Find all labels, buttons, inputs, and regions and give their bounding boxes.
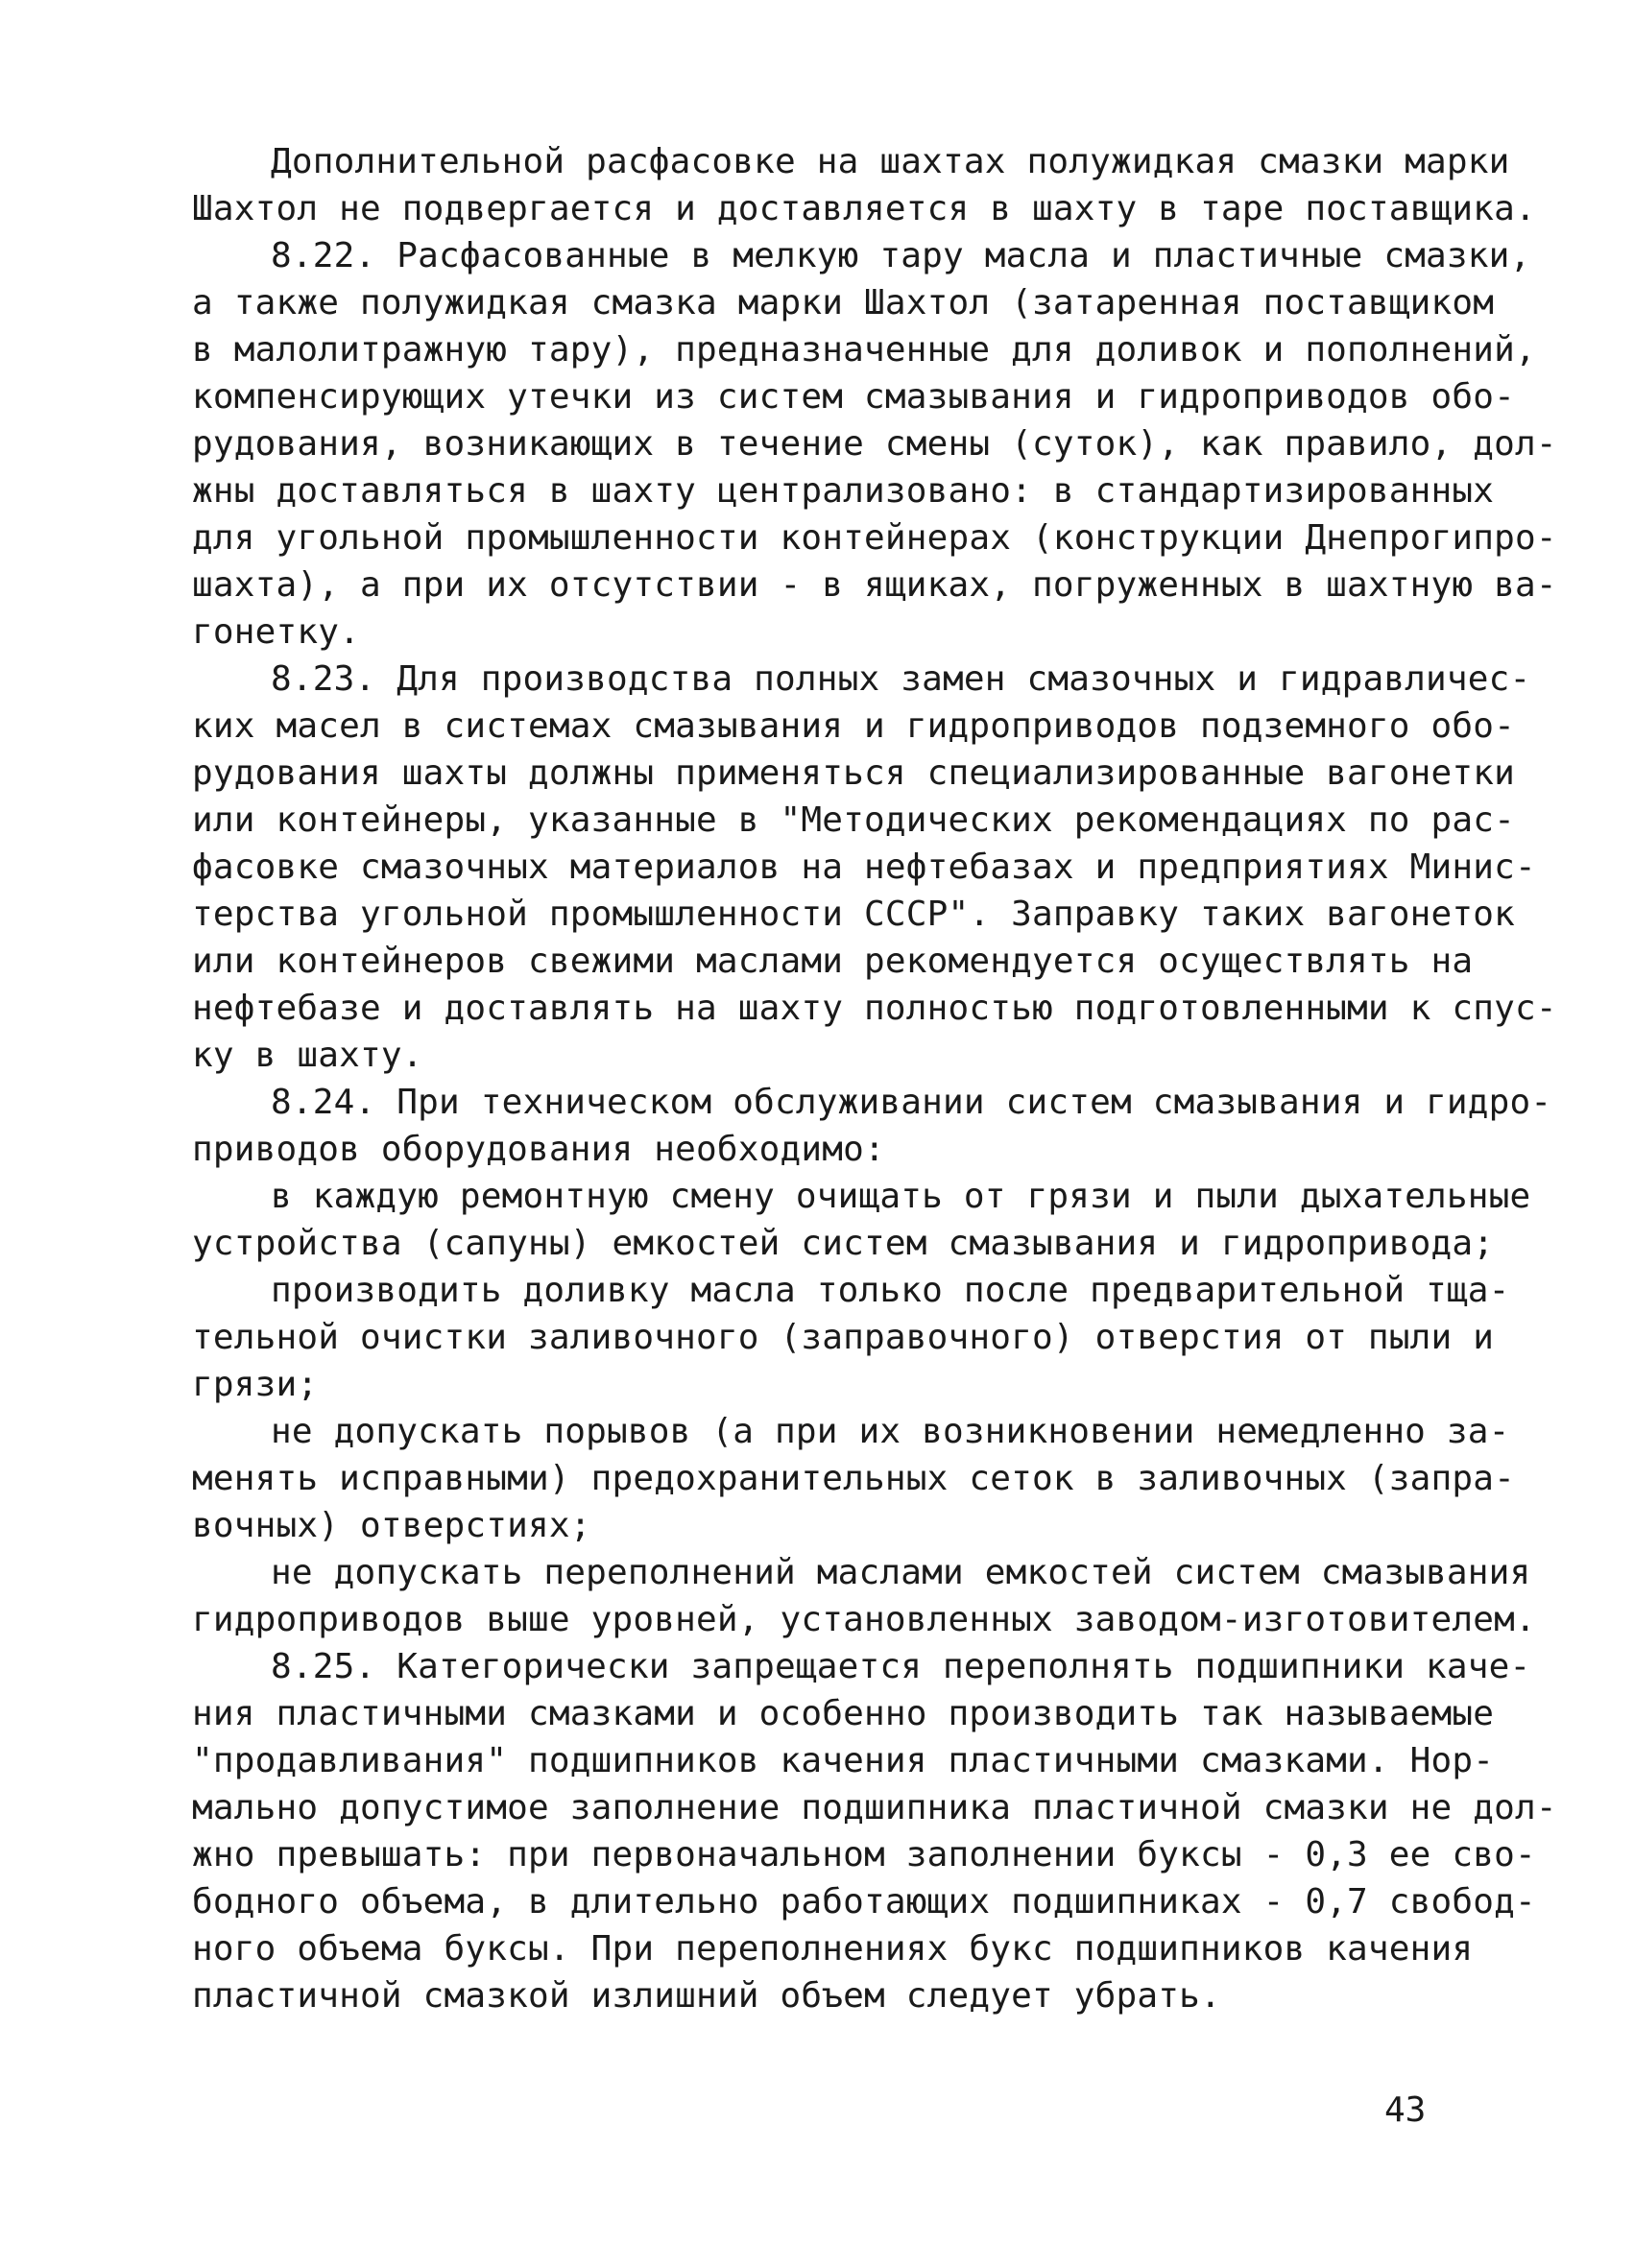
text-line: рудования шахты должны применяться специализированные вагонетки [192, 753, 1516, 793]
text-line: жно превышать: при первоначальном заполнении буксы - 0,3 ее сво- [192, 1835, 1536, 1874]
text-line: грязи; [192, 1365, 319, 1404]
text-line: ку в шахту. [192, 1036, 423, 1075]
text-line: для угольной промышленности контейнерах (конструкции Днепрогипро- [192, 518, 1557, 558]
text-line: мально допустимое заполнение подшипника пластичной смазки не дол- [192, 1788, 1557, 1827]
paragraph-8-25-start: 8.25. Категорически запрещается переполнять подшипники каче- [271, 1647, 1531, 1686]
list-item: не допускать переполнений маслами емкостей систем смазывания [271, 1553, 1531, 1592]
paragraph-8-23-start: 8.23. Для производства полных замен смазочных и гидравличес- [271, 659, 1531, 699]
text-line: в малолитражную тару), предназначенные для доливок и пополнений, [192, 330, 1536, 370]
text-line: тельной очистки заливочного (заправочного) отверстия от пыли и [192, 1318, 1495, 1357]
text-line: Дополнительной расфасовке на шахтах полужидкая смазки марки [271, 142, 1510, 181]
paragraph-8-24-start: 8.24. При техническом обслуживании систем смазывания и гидро- [271, 1083, 1552, 1122]
text-line: ких масел в системах смазывания и гидроприводов подземного обо- [192, 706, 1516, 746]
text-line: устройства (сапуны) емкостей систем смазывания и гидропривода; [192, 1224, 1495, 1263]
text-line: ния пластичными смазками и особенно производить так называемые [192, 1694, 1495, 1733]
text-line: или контейнеры, указанные в "Методических рекомендациях по рас- [192, 800, 1516, 840]
text-line: жны доставляться в шахту централизовано: в стандартизированных [192, 471, 1495, 511]
list-item: производить доливку масла только после предварительной тща- [271, 1271, 1510, 1310]
text-line: нефтебазе и доставлять на шахту полностью подготовленными к спус- [192, 989, 1557, 1028]
text-line: или контейнеров свежими маслами рекомендуется осуществлять на [192, 942, 1474, 981]
text-line: фасовке смазочных материалов на нефтебазах и предприятиях Минис- [192, 848, 1536, 887]
text-line: а также полужидкая смазка марки Шахтол (затаренная поставщиком [192, 283, 1495, 322]
page-number: 43 [1384, 2090, 1427, 2130]
text-line: "продавливания" подшипников качения пластичными смазками. Нор- [192, 1741, 1495, 1780]
text-line: вочных) отверстиях; [192, 1506, 591, 1545]
text-line: гидроприводов выше уровней, установленных заводом-изготовителем. [192, 1600, 1536, 1639]
text-line: шахта), а при их отсутствии - в ящиках, погруженных в шахтную ва- [192, 565, 1557, 605]
text-line: пластичной смазкой излишний объем следует убрать. [192, 1976, 1221, 2016]
paragraph-8-22-start: 8.22. Расфасованные в мелкую тару масла и пластичные смазки, [271, 236, 1531, 275]
list-item: не допускать порывов (а при их возникновении немедленно за- [271, 1412, 1510, 1451]
text-line: компенсирующих утечки из систем смазывания и гидроприводов обо- [192, 377, 1516, 417]
text-line: терства угольной промышленности СССР". Заправку таких вагонеток [192, 895, 1516, 934]
list-item: в каждую ремонтную смену очищать от грязи и пыли дыхательные [271, 1177, 1531, 1216]
text-line: менять исправными) предохранительных сеток в заливочных (запра- [192, 1459, 1516, 1498]
text-line: Шахтол не подвергается и доставляется в шахту в таре поставщика. [192, 189, 1536, 228]
text-line: рудования, возникающих в течение смены (суток), как правило, дол- [192, 424, 1557, 464]
text-line: приводов оборудования необходимо: [192, 1130, 885, 1169]
text-line: ного объема буксы. При переполнениях букс подшипников качения [192, 1929, 1474, 1969]
text-line: бодного объема, в длительно работающих подшипниках - 0,7 свобод- [192, 1882, 1536, 1922]
text-line: гонетку. [192, 612, 360, 652]
